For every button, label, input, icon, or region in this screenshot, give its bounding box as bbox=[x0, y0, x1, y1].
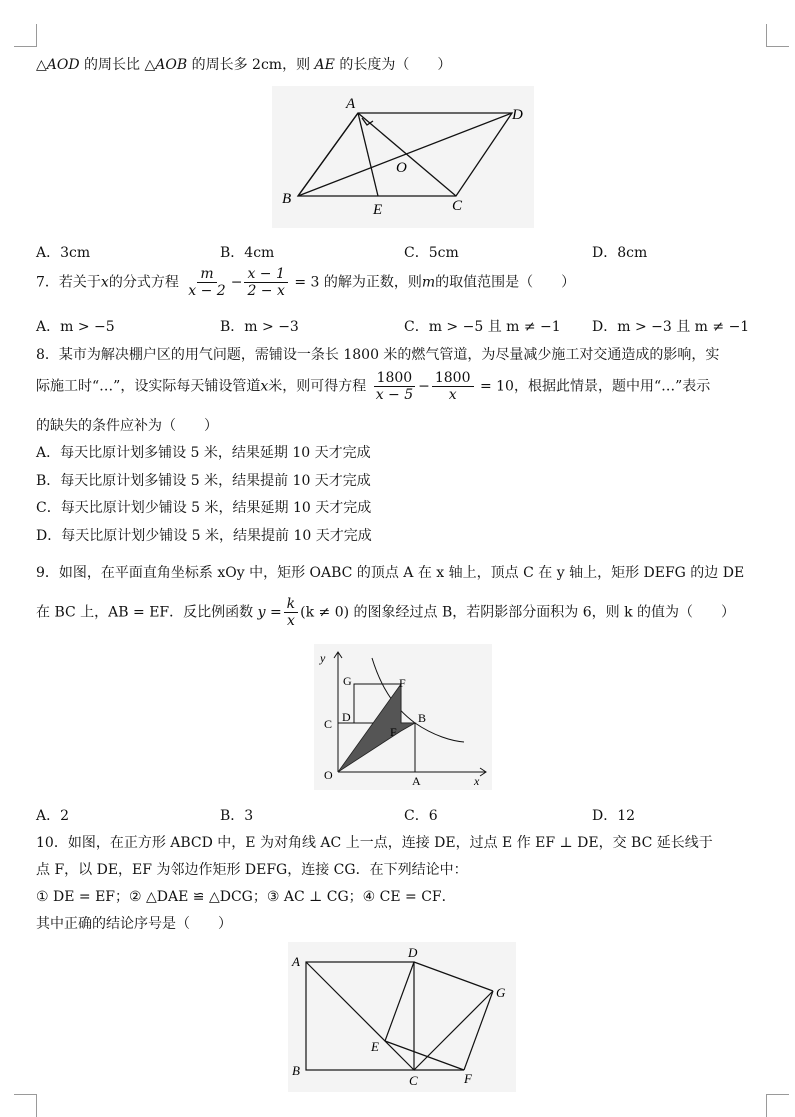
q6-label-A: A bbox=[346, 96, 356, 112]
crop-mark-top-left bbox=[14, 24, 37, 47]
q8-line-3: 的缺失的条件应补为（ ） bbox=[36, 418, 218, 434]
q6-option-b[interactable]: B．4cm bbox=[220, 245, 275, 261]
q6-label-O: O bbox=[396, 160, 407, 176]
q10-square-figure bbox=[288, 942, 516, 1092]
q8-line-1: 8．某市为解决棚户区的用气问题，需铺设一条长 1800 米的燃气管道，为尽量减少施工对交通造成的影响，实 bbox=[36, 347, 720, 363]
q6-option-c[interactable]: C．5cm bbox=[404, 245, 459, 261]
q10-label-A: A bbox=[292, 954, 300, 969]
q7-option-d[interactable]: D．m > −3 且 m ≠ −1 bbox=[592, 319, 750, 335]
q9-label-F: F bbox=[399, 676, 406, 690]
q6-label-E: E bbox=[373, 202, 383, 218]
q9-option-c[interactable]: C．6 bbox=[404, 808, 438, 824]
q9-label-y: y bbox=[320, 651, 326, 665]
q6-option-a[interactable]: A．3cm bbox=[36, 245, 91, 261]
q6-option-d[interactable]: D．8cm bbox=[592, 245, 648, 261]
q9-label-E: F bbox=[390, 725, 397, 739]
q6-label-D: D bbox=[512, 107, 523, 123]
q10-label-D: D bbox=[408, 945, 418, 960]
q9-label-x: x bbox=[474, 774, 480, 788]
q9-label-A: A bbox=[412, 774, 421, 788]
q10-line-2: 点 F，以 DE，EF 为邻边作矩形 DEFG，连接 CG．在下列结论中： bbox=[36, 862, 468, 878]
q9-line-2: 在 BC 上，AB = EF．反比例函数 y = $\frac{k}{x}$ (k ≠ 0) 的图象经过点 B，若阴影部分面积为 6，则 k 的值为（ ） bbox=[36, 596, 736, 630]
crop-mark-bottom-left bbox=[14, 1094, 37, 1117]
q10-label-E: E bbox=[371, 1039, 379, 1054]
q6-parallelogram-figure bbox=[272, 86, 534, 228]
q10-label-C: C bbox=[409, 1073, 418, 1088]
q10-label-F: F bbox=[464, 1071, 472, 1086]
q8-option-b[interactable]: B．每天比原计划多铺设 5 米，结果提前 10 天才完成 bbox=[36, 473, 371, 489]
q8-option-c[interactable]: C．每天比原计划少铺设 5 米，结果延期 10 天才完成 bbox=[36, 500, 372, 516]
q7-option-c[interactable]: C．m > −5 且 m ≠ −1 bbox=[404, 319, 561, 335]
q9-label-O: O bbox=[324, 768, 333, 782]
q9-option-b[interactable]: B．3 bbox=[220, 808, 254, 824]
q6-label-C: C bbox=[452, 198, 463, 214]
q7-fraction-2: $\frac{x - 1}{2 - x}$ bbox=[244, 266, 287, 299]
q7-stem: 7．若关于x的分式方程 $\frac{m}{x - 2}$ − $\frac{x - 1}{2 - x}$ = 3 的解为正数，则m的取值范围是（ ） bbox=[36, 266, 576, 300]
q9-label-B: B bbox=[418, 711, 427, 725]
q10-label-B: B bbox=[292, 1063, 300, 1078]
q8-option-d[interactable]: D．每天比原计划少铺设 5 米，结果提前 10 天才完成 bbox=[36, 528, 372, 544]
q9-label-G: G bbox=[343, 674, 352, 688]
q9-coordinate-figure bbox=[314, 644, 492, 790]
q9-line-1: 9．如图，在平面直角坐标系 xOy 中，矩形 OABC 的顶点 A 在 x 轴上，顶点 C 在 y 轴上，矩形 DEFG 的边 DE bbox=[36, 565, 745, 581]
q8-line-2: 际施工时“…”，设实际每天铺设管道x米，则可得方程 $\frac{1800}{x - 5}$ − $\frac{1800}{x}$ = 10，根据此情景，题中用“…”表示 bbox=[36, 370, 711, 404]
q9-option-d[interactable]: D．12 bbox=[592, 808, 636, 824]
q9-label-D: D bbox=[342, 710, 351, 724]
q10-label-G: G bbox=[496, 985, 506, 1000]
q8-option-a[interactable]: A．每天比原计划多铺设 5 米，结果延期 10 天才完成 bbox=[36, 445, 371, 461]
q6-stem: △AOD 的周长比 △AOB 的周长多 2cm，则 AE 的长度为（ ） bbox=[36, 57, 452, 73]
q7-option-a[interactable]: A．m > −5 bbox=[36, 319, 115, 335]
q10-line-1: 10．如图，在正方形 ABCD 中，E 为对角线 AC 上一点，连接 DE，过点 E 作 EF ⊥ DE，交 BC 延长线于 bbox=[36, 835, 713, 851]
q8-fraction-1: $\frac{1800}{x - 5}$ bbox=[373, 370, 416, 403]
q10-line-3: ① DE = EF；② △DAE ≌ △DCG；③ AC ⊥ CG；④ CE = CF． bbox=[36, 889, 456, 905]
crop-mark-top-right bbox=[766, 24, 789, 47]
q6-label-B: B bbox=[282, 191, 292, 207]
q9-fraction: $\frac{k}{x}$ bbox=[284, 596, 298, 629]
q8-fraction-2: $\frac{1800}{x}$ bbox=[432, 370, 474, 403]
q9-label-C: C bbox=[324, 717, 333, 731]
crop-mark-bottom-right bbox=[766, 1094, 789, 1117]
q9-option-a[interactable]: A．2 bbox=[36, 808, 70, 824]
q10-line-4: 其中正确的结论序号是（ ） bbox=[36, 916, 232, 932]
q7-fraction-1: $\frac{m}{x - 2}$ bbox=[188, 266, 226, 300]
q7-option-b[interactable]: B．m > −3 bbox=[220, 319, 299, 335]
